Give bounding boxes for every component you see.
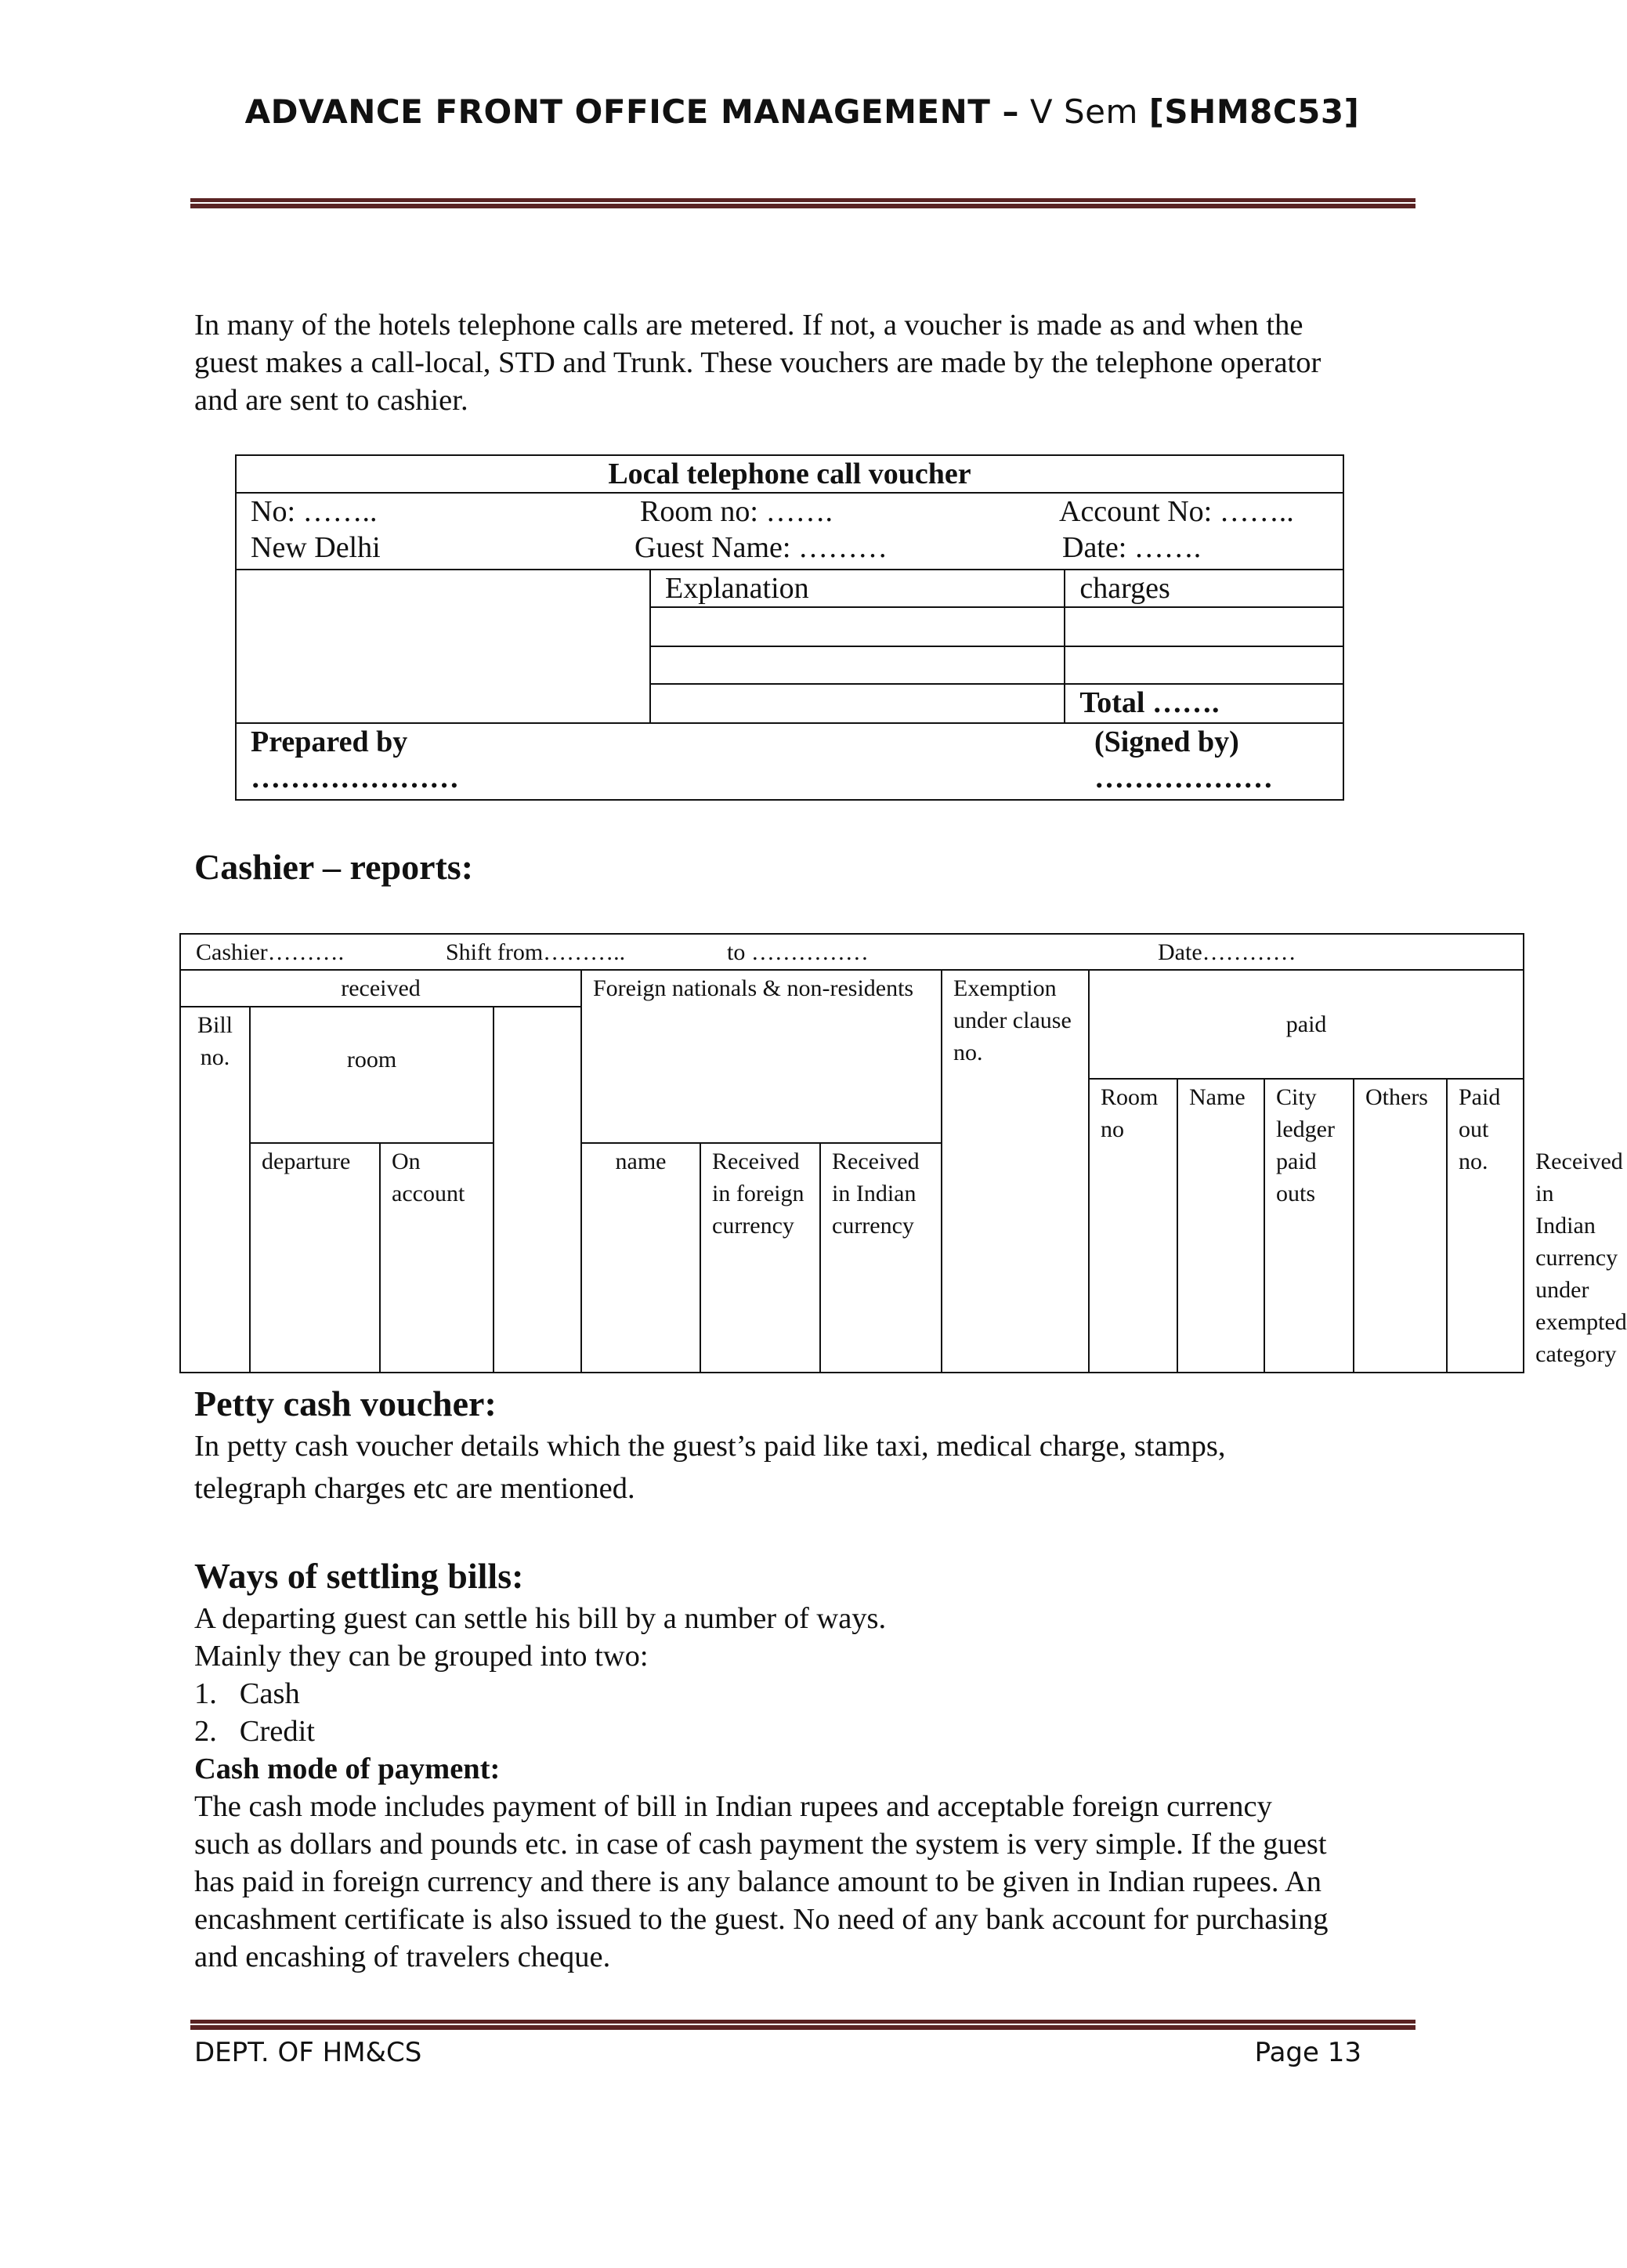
voucher-account-no: Account No: …….. [1059,495,1294,528]
cashier-shift-to: to …………… [727,939,869,965]
header-title: ADVANCE FRONT OFFICE MANAGEMENT – [244,92,1020,131]
settling-line: A departing guest can settle his bill by a number of ways. [194,1602,887,1635]
cash-mode-line: and encashing of travelers cheque. [194,1941,611,1973]
petty-heading: Petty cash voucher: [194,1384,497,1423]
cash-mode-line: such as dollars and pounds etc. in case of cash payment the system is very simple. If the guest [194,1828,1327,1861]
col-on-account: On account [380,1143,494,1373]
settling-section [194,1553,1416,1976]
settling-line: Mainly they can be grouped into two: [194,1640,649,1673]
col-others: Others [1354,1079,1447,1373]
col-name: name [581,1143,700,1373]
voucher-prepared-by: Prepared by [251,725,408,758]
cashier-shift-row [181,935,1523,969]
settling-heading: Ways of settling bills: [194,1556,524,1596]
intro-paragraph [194,306,1416,419]
cash-mode-line: The cash mode includes payment of bill in Indian rupees and acceptable foreign currency [194,1790,1272,1823]
header-rule [190,198,1415,208]
col-foreign-nationals: Foreign nationals & non-residents [581,970,942,1143]
petty-line: In petty cash voucher details which the guest’s paid like taxi, medical charge, stamps, [194,1430,1226,1463]
voucher-no: No: …….. [251,495,378,528]
col-paid-out-no: Paid out no. [1447,1079,1524,1373]
petty-line: telegraph charges etc are mentioned. [194,1472,635,1505]
col-departure: departure [250,1143,380,1373]
voucher-room-no: Room no: ……. [640,495,833,528]
settling-list-item: 1. Cash [194,1677,300,1710]
cash-mode-heading: Cash mode of payment: [194,1753,501,1785]
col-received-indian: Received in Indian currency [820,1143,942,1373]
page-footer [194,2037,1361,2068]
header-sem: V Sem [1019,92,1149,131]
voucher-prepared-dots: ………………… [251,761,459,794]
voucher-info-block [237,494,1343,569]
cashier-report-table: Cashier………. Shift from……….. to …………… Date………… received Foreign nationals & non-residents Exemption under clause no. paid Bill no. room Room no Name City ledger paid outs Others Paid out no. departure On account name Received in foreign currency Received in Indian currency Received in Indian currency under exempted category [179,933,1524,1373]
cashier-name: Cashier………. [196,939,345,965]
voucher-guest-name: Guest Name: ……… [635,531,888,564]
col-room: room [250,1007,494,1143]
cashier-heading: Cashier – reports: [194,847,474,887]
col-received: received [180,970,581,1007]
voucher-date: Date: ……. [1062,531,1202,564]
intro-line: and are sent to cashier. [194,384,468,417]
intro-line: guest makes a call-local, STD and Trunk. These vouchers are made by the telephone operator [194,346,1321,379]
voucher-city: New Delhi [251,531,381,564]
col-paid-room-no: Room no [1089,1079,1177,1373]
voucher-signed-by: (Signed by) [1094,725,1239,758]
voucher-signature-block [237,724,1343,799]
petty-cash-section [194,1380,1416,1507]
settling-list-item: 2. Credit [194,1715,315,1748]
voucher-title: Local telephone call voucher [236,455,1343,493]
col-paid: paid [1089,970,1524,1079]
header-code: [SHM8C53] [1148,92,1360,131]
voucher-signed-dots: ……………… [1094,761,1273,794]
cash-mode-line: encashment certificate is also issued to the guest. No need of any bank account for purchasing [194,1903,1329,1936]
voucher-charges-header: charges [1065,570,1343,607]
cash-mode-line: has paid in foreign currency and there is any balance amount to be given in Indian rupees. An [194,1865,1321,1898]
footer-page-number: Page 13 [1254,2037,1361,2068]
col-bill-no: Bill no. [180,1007,250,1373]
voucher-explanation-header: Explanation [650,570,1065,607]
cashier-shift-from: Shift from……….. [446,939,626,965]
intro-line: In many of the hotels telephone calls are metered. If not, a voucher is made as and when the [194,309,1303,342]
col-city-ledger: City ledger paid outs [1264,1079,1354,1373]
telephone-voucher-table [235,454,1344,801]
cashier-date: Date………… [1158,939,1296,965]
col-paid-name: Name [1177,1079,1264,1373]
page-header [0,92,1604,131]
col-received-foreign: Received in foreign currency [700,1143,820,1373]
voucher-total: Total ……. [1065,684,1343,723]
footer-dept: DEPT. OF HM&CS [194,2037,422,2068]
col-exemption: Exemption under clause no. [942,970,1089,1373]
footer-rule [190,2020,1415,2030]
